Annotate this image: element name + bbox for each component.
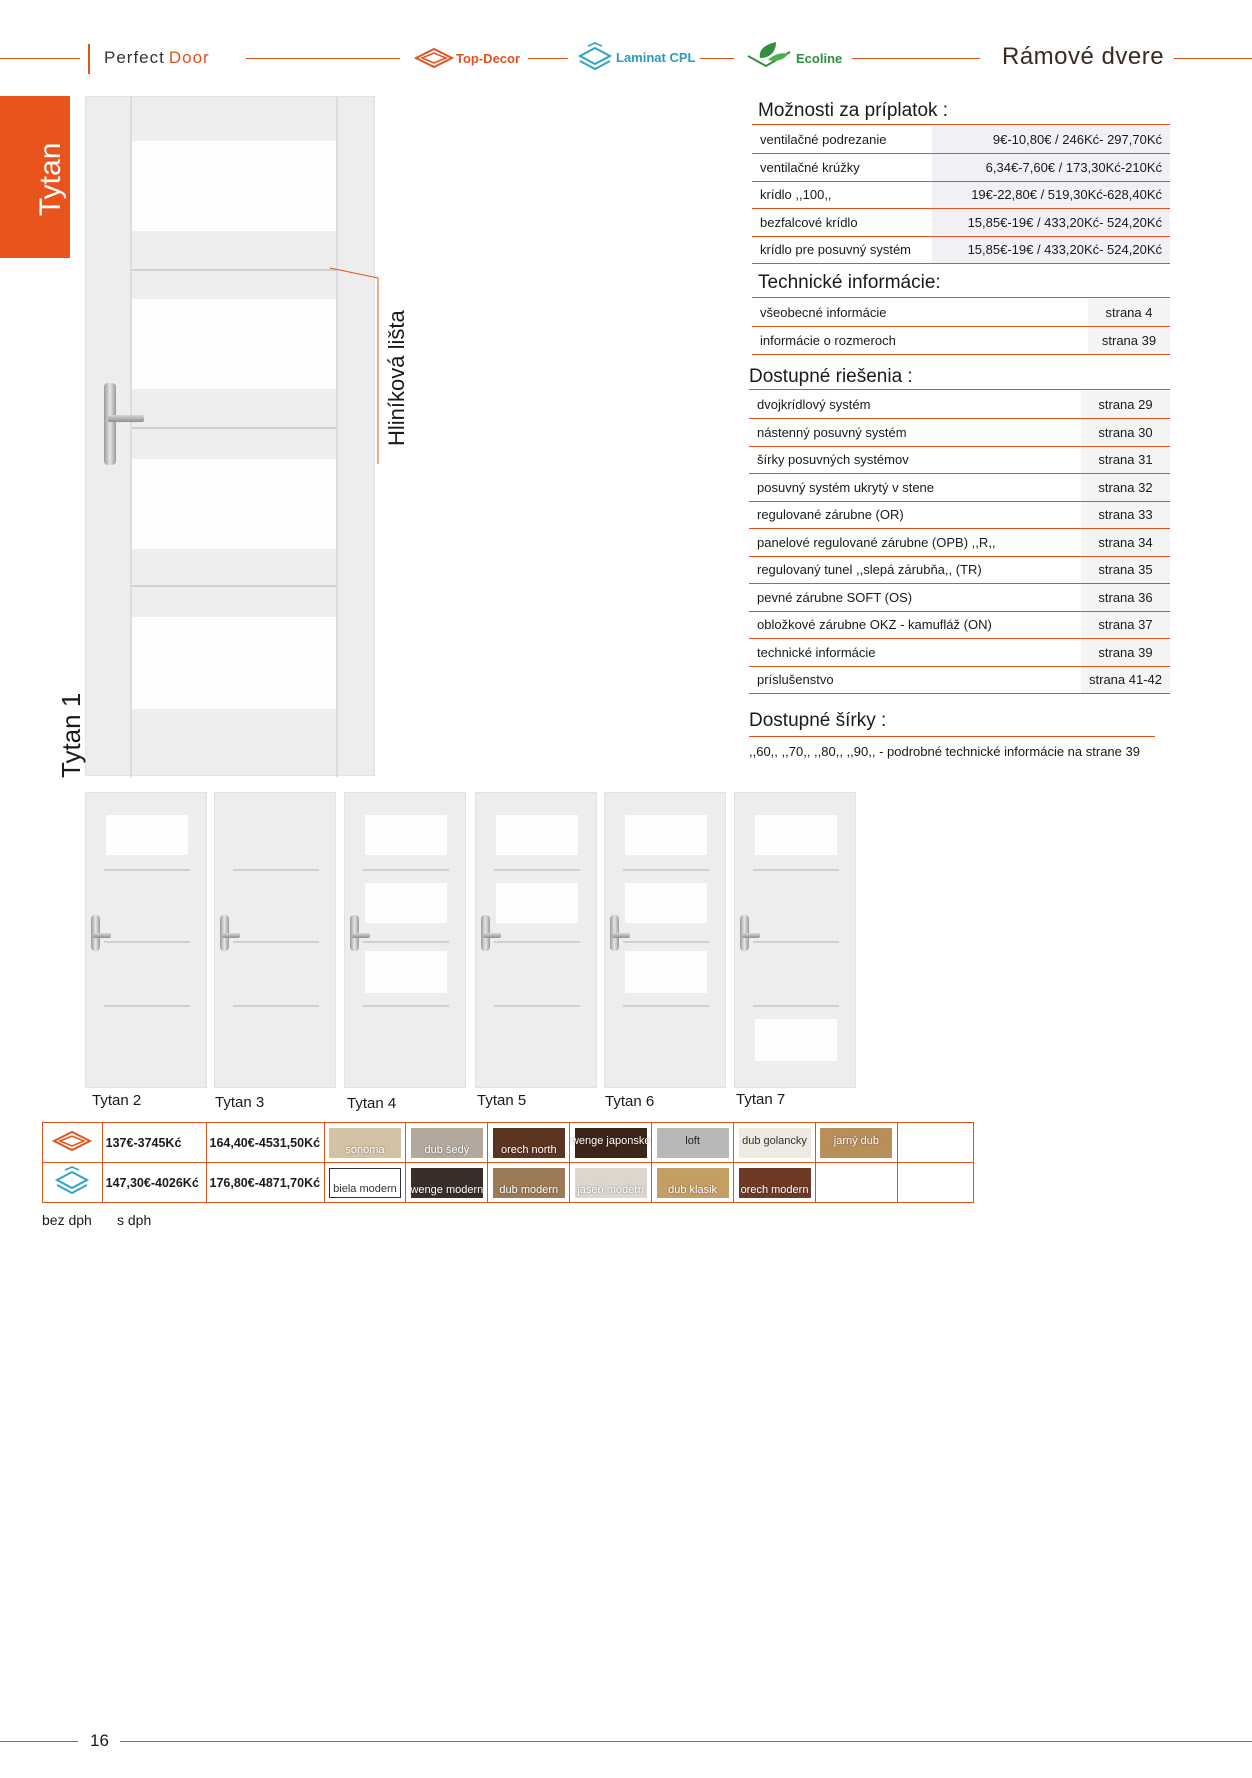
solutions-title: Dostupné riešenia :: [749, 366, 913, 387]
page-reference: strana 33: [1081, 501, 1170, 529]
panel-line: [233, 869, 319, 871]
brand-logo: [104, 48, 210, 68]
page-reference: strana 31: [1081, 446, 1170, 474]
table-row: [752, 327, 1170, 355]
page-reference: strana 29: [1081, 391, 1170, 419]
finish-swatch: biela modern: [329, 1168, 401, 1198]
surcharge-label: krídlo pre posuvný systém: [752, 236, 932, 264]
table-row: [752, 236, 1170, 264]
door-lever: [612, 933, 630, 938]
solution-label: panelové regulované zárubne (OPB) ,,R,,: [749, 529, 1081, 557]
widths-title: Dostupné šírky :: [749, 710, 887, 731]
section-rule: [752, 124, 1170, 125]
page-number: 16: [90, 1731, 109, 1750]
solution-label: technické informácie: [749, 639, 1081, 667]
glass-pane: [755, 815, 837, 855]
brand-mark: [88, 44, 90, 74]
finish-cell: [652, 1123, 734, 1163]
surcharge-value: 19€-22,80€ / 519,30Kć-628,40Kć: [932, 181, 1170, 209]
glass-pane: [496, 883, 578, 923]
solution-label: posuvný systém ukrytý v stene: [749, 474, 1081, 502]
finish-swatch: sonoma: [329, 1128, 401, 1158]
glass-pane: [365, 951, 447, 993]
glass-pane: [365, 883, 447, 923]
table-row: [749, 529, 1170, 557]
main-door-label: Tytan 1: [56, 692, 86, 778]
surcharge-label: bezfalcové krídlo: [752, 209, 932, 237]
surcharge-title: Možnosti za príplatok :: [758, 100, 949, 121]
door-tytan-2: [85, 792, 207, 1088]
glass-pane: [132, 459, 336, 549]
table-row: [752, 181, 1170, 209]
solution-label: príslušenstvo: [749, 666, 1081, 694]
surcharge-label: krídlo ,,100,,: [752, 181, 932, 209]
aluminium-strip-label: Hliníková lišta: [384, 310, 409, 446]
panel-line: [753, 1005, 839, 1007]
empty-cell: [815, 1163, 897, 1203]
header-rule: [246, 58, 400, 59]
table-row: [749, 446, 1170, 474]
header-rule-left: [0, 58, 80, 59]
table-row: [749, 391, 1170, 419]
finish-swatch: jarný dub: [820, 1128, 892, 1158]
panel-line: [623, 1005, 709, 1007]
empty-cell: [897, 1163, 973, 1203]
solution-label: regulovaný tunel ,,slepá zárubňa,, (TR): [749, 556, 1081, 584]
table-row: [749, 556, 1170, 584]
laminat-icon: [55, 1166, 89, 1196]
door-handle: [104, 383, 116, 465]
ecoline-logo: [746, 40, 792, 75]
surcharge-value: 9€-10,80€ / 246Kć- 297,70Kć: [932, 126, 1170, 154]
glass-pane: [106, 815, 188, 855]
page-reference: strana 30: [1081, 419, 1170, 447]
widths-text: ,,60,, ,,70,, ,,80,, ,,90,, - podrobné technické informácie na strane 39: [749, 744, 1140, 759]
finish-cell: [815, 1123, 897, 1163]
finish-swatch: dub šedý: [411, 1128, 483, 1158]
top-decor-icon: [414, 46, 454, 70]
price-without-vat: 147,30€-4026Kć: [102, 1163, 206, 1203]
glass-pane: [625, 815, 707, 855]
legend-without-vat: bez dph: [42, 1212, 92, 1228]
page-reference: strana 32: [1081, 474, 1170, 502]
price-with-vat: 164,40€-4531,50Kć: [206, 1123, 324, 1163]
glass-pane: [132, 141, 336, 231]
table-row: [749, 639, 1170, 667]
glass-pane: [132, 299, 336, 389]
solution-label: nástenný posuvný systém: [749, 419, 1081, 447]
panel-line: [363, 1005, 449, 1007]
solution-label: obložkové zárubne OKZ - kamufláž (ON): [749, 611, 1081, 639]
table-row: [752, 126, 1170, 154]
side-tab-label: Tytan: [34, 142, 67, 216]
glass-pane: [755, 1019, 837, 1061]
finish-swatch: orech north: [493, 1128, 565, 1158]
panel-line: [623, 869, 709, 871]
page-reference: strana 35: [1081, 556, 1170, 584]
door-tytan-5: [475, 792, 597, 1088]
solution-label: dvojkrídlový systém: [749, 391, 1081, 419]
technical-title: Technické informácie:: [758, 272, 941, 293]
finish-swatch: dub klasik: [657, 1168, 729, 1198]
table-row: [749, 666, 1170, 694]
table-row: [752, 154, 1170, 182]
variant-label: Tytan 2: [92, 1092, 142, 1109]
panel-line: [494, 869, 580, 871]
header-rule: [528, 58, 568, 59]
page-reference: strana 34: [1081, 529, 1170, 557]
finish-swatch: jaseň modern: [575, 1168, 647, 1198]
panel-line: [753, 869, 839, 871]
glass-pane: [625, 951, 707, 993]
finish-cell: [324, 1163, 406, 1203]
aluminium-strip: [132, 585, 336, 587]
door-lever: [222, 933, 240, 938]
glass-pane: [625, 883, 707, 923]
door-lever: [742, 933, 760, 938]
glass-pane: [365, 815, 447, 855]
door-lever: [352, 933, 370, 938]
header-rule-right: [1174, 58, 1252, 59]
variant-label: Tytan 7: [736, 1091, 786, 1108]
leaf-icon: [746, 40, 792, 70]
page-reference: strana 41-42: [1081, 666, 1170, 694]
finish-swatch: dub golancky: [739, 1128, 811, 1158]
panel-line: [104, 1005, 190, 1007]
legend-with-vat: s dph: [117, 1212, 152, 1228]
top-decor-icon: [52, 1129, 92, 1153]
header-rule: [700, 58, 734, 59]
table-row: [749, 611, 1170, 639]
solution-label: pevné zárubne SOFT (OS): [749, 584, 1081, 612]
technical-label: informácie o rozmeroch: [752, 327, 1088, 355]
variant-label: Tytan 6: [605, 1093, 655, 1110]
surcharge-label: ventilačné krúžky: [752, 154, 932, 182]
finish-cell: [570, 1123, 652, 1163]
technical-table: [752, 299, 1170, 355]
variant-label: Tytan 3: [215, 1094, 265, 1111]
panel-line: [494, 1005, 580, 1007]
table-row: [749, 474, 1170, 502]
section-rule: [752, 297, 1170, 298]
door-lever: [108, 415, 144, 422]
door-lever: [483, 933, 501, 938]
price-table: [42, 1122, 974, 1203]
surcharge-value: 15,85€-19€ / 433,20Kć- 524,20Kć: [932, 209, 1170, 237]
table-row: [749, 419, 1170, 447]
door-lever: [93, 933, 111, 938]
finish-swatch: orech modern: [739, 1168, 811, 1198]
page-reference: strana 37: [1081, 611, 1170, 639]
top-decor-row-icon: [43, 1123, 103, 1163]
surcharge-value: 15,85€-19€ / 433,20Kć- 524,20Kć: [932, 236, 1170, 264]
panel-line: [623, 941, 709, 943]
table-row: [43, 1123, 974, 1163]
panel-line: [363, 941, 449, 943]
page-reference: strana 39: [1081, 639, 1170, 667]
panel-line: [363, 869, 449, 871]
badge-ecoline: Ecoline: [796, 51, 843, 66]
door-tytan-3: [214, 792, 336, 1088]
finish-cell: [570, 1163, 652, 1203]
finish-cell: [652, 1163, 734, 1203]
page-reference: strana 36: [1081, 584, 1170, 612]
finish-swatch: wenge japonské: [575, 1128, 647, 1158]
laminat-logo: [578, 42, 612, 77]
finish-swatch: wenge modern: [411, 1168, 483, 1198]
surcharge-table: [752, 126, 1170, 264]
page-reference: strana 4: [1088, 299, 1170, 327]
section-rule: [749, 736, 1155, 737]
price-without-vat: 137€-3745Kć: [102, 1123, 206, 1163]
finish-cell: [734, 1123, 816, 1163]
finish-swatch: loft: [657, 1128, 729, 1158]
finish-cell: [488, 1163, 570, 1203]
top-decor-logo: [414, 46, 454, 75]
header-rule: [852, 58, 980, 59]
panel-line: [753, 941, 839, 943]
annotation-leader: [330, 266, 390, 466]
footer-rule: [120, 1741, 1252, 1742]
panel-line: [494, 941, 580, 943]
table-row: [43, 1163, 974, 1203]
page-reference: strana 39: [1088, 327, 1170, 355]
door-tytan-7: [734, 792, 856, 1088]
page-title: Rámové dvere: [1002, 43, 1165, 70]
badge-top-decor: Top-Decor: [456, 51, 521, 66]
surcharge-label: ventilačné podrezanie: [752, 126, 932, 154]
technical-label: všeobecné informácie: [752, 299, 1088, 327]
solutions-table: [749, 391, 1170, 694]
badge-laminat: Laminat CPL: [616, 50, 696, 65]
laminat-row-icon: [43, 1163, 103, 1203]
glass-pane: [132, 617, 336, 709]
aluminium-strip: [132, 427, 336, 429]
finish-cell: [734, 1163, 816, 1203]
variant-label: Tytan 5: [477, 1092, 527, 1109]
panel-line: [104, 869, 190, 871]
finish-cell: [406, 1123, 488, 1163]
section-rule: [749, 389, 1170, 390]
brand-suffix: Door: [168, 48, 210, 67]
solution-label: šírky posuvných systémov: [749, 446, 1081, 474]
panel-line: [233, 1005, 319, 1007]
surcharge-value: 6,34€-7,60€ / 173,30Kć-210Kć: [932, 154, 1170, 182]
table-row: [752, 209, 1170, 237]
empty-cell: [897, 1123, 973, 1163]
table-row: [749, 584, 1170, 612]
finish-cell: [406, 1163, 488, 1203]
panel-line: [233, 941, 319, 943]
glass-pane: [496, 815, 578, 855]
price-with-vat: 176,80€-4871,70Kć: [206, 1163, 324, 1203]
footer-rule: [0, 1741, 78, 1742]
laminat-icon: [578, 42, 612, 72]
door-tytan-4: [344, 792, 466, 1088]
table-row: [749, 501, 1170, 529]
table-row: [752, 299, 1170, 327]
variant-label: Tytan 4: [347, 1095, 397, 1112]
aluminium-strip: [132, 269, 336, 271]
door-tytan-6: [604, 792, 726, 1088]
finish-cell: [324, 1123, 406, 1163]
brand-prefix: Perfect: [104, 48, 165, 67]
finish-swatch: dub modern: [493, 1168, 565, 1198]
finish-cell: [488, 1123, 570, 1163]
solution-label: regulované zárubne (OR): [749, 501, 1081, 529]
panel-line: [104, 941, 190, 943]
